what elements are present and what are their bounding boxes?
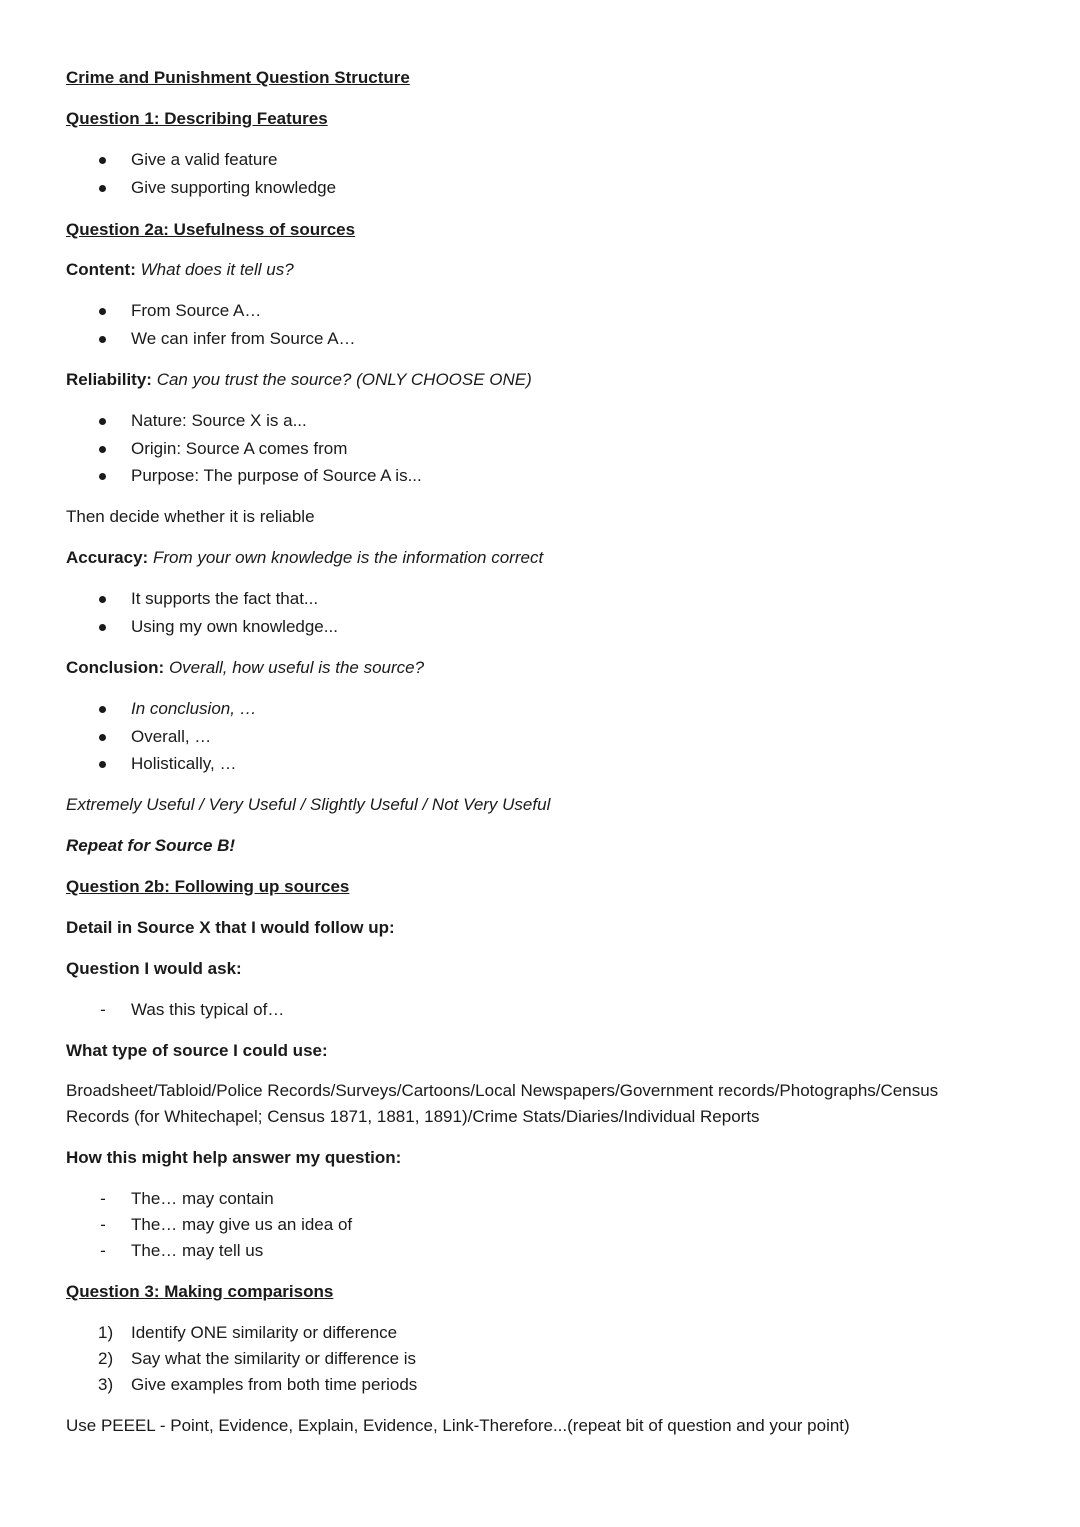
step-number: 1) (98, 1323, 114, 1342)
step-text: Identify ONE similarity or difference (131, 1323, 398, 1342)
bullet-dot (99, 446, 106, 453)
peeel-text: Use PEEEL - Point, Evidence, Explain, Evidence, Link-Therefore...(repeat bit of question and your point) (66, 1416, 850, 1435)
q1-bullet: Give supporting knowledge (131, 178, 337, 197)
reliability-bullet: Purpose: The purpose of Source A is... (131, 466, 422, 485)
help-item: The… may give us an idea of (131, 1215, 353, 1234)
conclusion-bullet: Holistically, … (131, 754, 237, 773)
source-type-label: What type of source I could use: (66, 1041, 328, 1060)
question-item: Was this typical of… (131, 1000, 285, 1019)
dash-marker: - (100, 1241, 106, 1260)
conclusion-bullet: In conclusion, … (131, 699, 257, 718)
accuracy-line (66, 547, 543, 569)
document-title: Crime and Punishment Question Structure (66, 68, 410, 87)
conclusion-label: Conclusion: (66, 658, 165, 677)
reliability-line (66, 369, 532, 391)
conclusion-prompt: Overall, how useful is the source? (168, 658, 425, 677)
detail-label: Detail in Source X that I would follow up: (66, 918, 395, 937)
question-label: Question I would ask: (66, 959, 242, 978)
step-number: 2) (98, 1349, 114, 1368)
source-types-line: Records (for Whitechapel; Census 1871, 1881, 1891)/Crime Stats/Diaries/Individual Reports (66, 1107, 760, 1126)
content-bullet: From Source A… (131, 301, 262, 320)
source-types-line: Broadsheet/Tabloid/Police Records/Surveys/Cartoons/Local Newspapers/Government records/Photographs/Census (66, 1081, 939, 1100)
repeat-note: Repeat for Source B! (66, 836, 236, 855)
accuracy-prompt: From your own knowledge is the information correct (152, 548, 544, 567)
content-bullet: We can infer from Source A… (131, 329, 356, 348)
step-text: Give examples from both time periods (131, 1375, 418, 1394)
accuracy-bullet: Using my own knowledge... (131, 617, 338, 636)
conclusion-bullet: Overall, … (131, 727, 212, 746)
reliability-label: Reliability: (66, 370, 152, 389)
dash-marker: - (100, 1189, 106, 1208)
bullet-dot (99, 308, 106, 315)
accuracy-label: Accuracy: (66, 548, 149, 567)
bullet-dot (99, 185, 106, 192)
reliability-bullet: Origin: Source A comes from (131, 439, 348, 458)
bullet-dot (99, 596, 106, 603)
bullet-dot (99, 761, 106, 768)
bullet-dot (99, 473, 106, 480)
conclusion-line (66, 657, 424, 679)
q3-heading: Question 3: Making comparisons (66, 1282, 334, 1301)
bullet-dot (99, 418, 106, 425)
reliability-bullet: Nature: Source X is a... (131, 411, 307, 430)
step-number: 3) (98, 1375, 114, 1394)
bullet-dot (99, 734, 106, 741)
q1-bullet: Give a valid feature (131, 150, 278, 169)
step-text: Say what the similarity or difference is (131, 1349, 417, 1368)
usefulness-scale: Extremely Useful / Very Useful / Slightly Useful / Not Very Useful (66, 795, 551, 814)
dash-marker: - (100, 1215, 106, 1234)
dash-marker: - (100, 1000, 106, 1019)
accuracy-bullet: It supports the fact that... (131, 589, 319, 608)
q1-heading: Question 1: Describing Features (66, 109, 328, 128)
bullet-dot (99, 157, 106, 164)
help-label: How this might help answer my question: (66, 1148, 402, 1167)
bullet-dot (99, 624, 106, 631)
help-item: The… may tell us (131, 1241, 264, 1260)
bullet-dot (99, 336, 106, 343)
q2a-heading: Question 2a: Usefulness of sources (66, 220, 356, 239)
content-label: Content: (66, 260, 136, 279)
content-line (66, 259, 294, 281)
q2b-heading: Question 2b: Following up sources (66, 877, 350, 896)
bullet-dot (99, 706, 106, 713)
content-prompt: What does it tell us? (140, 260, 294, 279)
reliability-prompt: Can you trust the source? (ONLY CHOOSE ONE) (156, 370, 532, 389)
help-item: The… may contain (131, 1189, 274, 1208)
then-decide-text: Then decide whether it is reliable (66, 507, 315, 526)
